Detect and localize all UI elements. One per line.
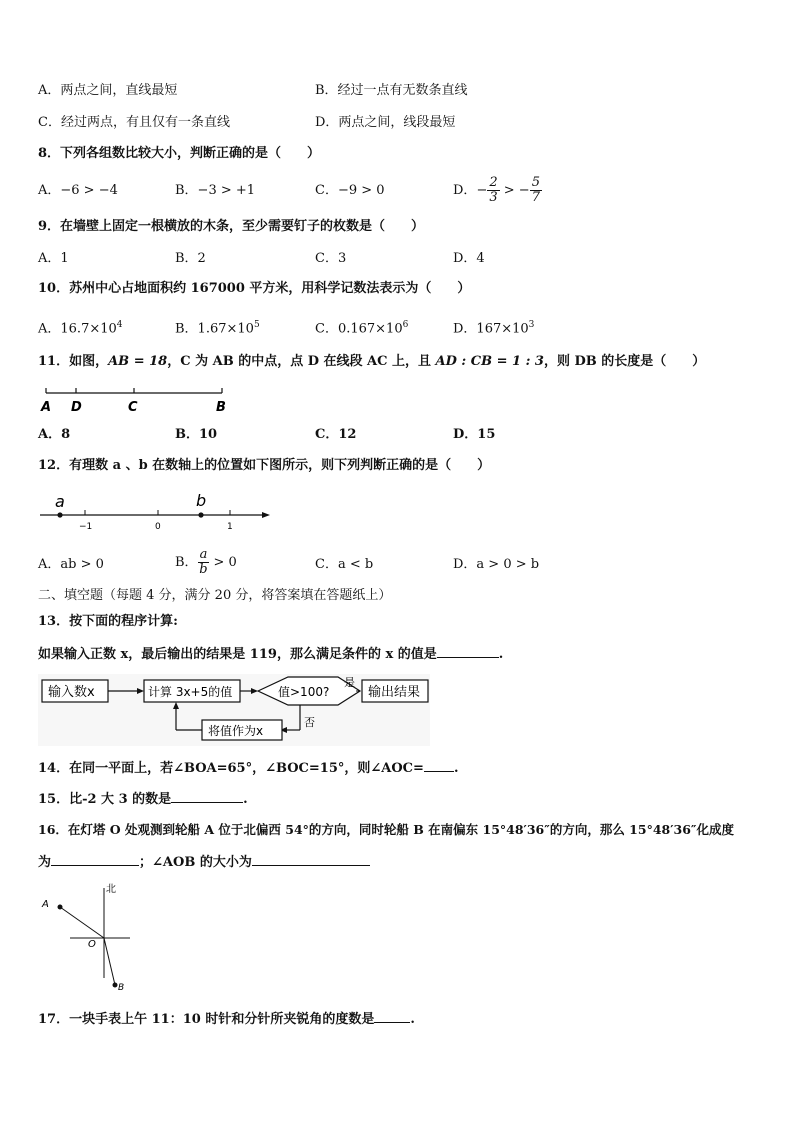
q11-stem: 11．如图，AB = 18，C 为 AB 的中点，点 D 在线段 AC 上，且 AD : CB = 1 : 3，则 DB 的长度是（ ） <box>38 354 706 369</box>
q14-answer-blank[interactable] <box>424 759 454 772</box>
label-b: B <box>216 400 226 415</box>
q12-option-d: D．a > 0 > b <box>453 557 540 572</box>
q15-text: 15．比-2 大 3 的数是 . <box>38 792 248 807</box>
q10-option-a: A．$16.7\times 10^4$ <box>38 320 123 337</box>
q8-option-c: C．−9 > 0 <box>315 183 385 198</box>
q13-line2: 如果输入正数 x，最后输出的结果是 119，那么满足条件的 x 的值是 . <box>38 647 504 662</box>
q15-answer-blank[interactable] <box>171 790 243 803</box>
q12-option-b: B． $\frac{a}{b}$ > 0 <box>175 547 237 577</box>
q13-stem: 13．按下面的程序计算: <box>38 614 178 629</box>
q8-option-d: D．− $\frac{2}{3}$ > − $\frac{5}{7}$ <box>453 175 540 205</box>
flow-output-text: 输出结果 <box>368 685 421 700</box>
flow-input-text: 输入数x <box>48 685 95 700</box>
label-d: D <box>71 400 82 415</box>
q16-answer-blank-1[interactable] <box>51 853 139 866</box>
q16-line2: 为 ；∠AOB 的大小为 <box>38 853 370 872</box>
q12-option-c: C．a < b <box>315 557 374 572</box>
section-heading-fill-in: 二、填空题（每题 4 分，满分 20 分，将答案填在答题纸上） <box>38 588 392 603</box>
q10-option-c: C．$0.167\times 10^6$ <box>315 320 409 337</box>
label-a: A <box>42 899 49 910</box>
q13-answer-blank[interactable] <box>437 645 499 658</box>
q11-segment-figure <box>38 385 238 415</box>
q7-option-b: B．经过一点有无数条直线 <box>315 83 468 98</box>
q16-direction-figure <box>36 880 146 996</box>
ray-oa <box>60 907 104 938</box>
q7-option-c: C．经过两点，有且仅有一条直线 <box>38 115 230 130</box>
north-label: 北 <box>106 884 116 895</box>
q9-option-a: A．1 <box>38 251 69 266</box>
ray-ob <box>104 938 115 985</box>
tick-label-0: 0 <box>155 522 161 532</box>
tick-label-1: 1 <box>227 522 233 532</box>
flow-loop-text: 将值作为x <box>208 724 264 738</box>
q8-stem: 8．下列各组数比较大小，判断正确的是（ ） <box>38 146 321 161</box>
q7-option-d: D．两点之间，线段最短 <box>315 115 456 130</box>
tick-label-neg1: −1 <box>79 522 93 532</box>
q11-option-d: D．15 <box>453 427 496 442</box>
label-a: a <box>55 492 65 511</box>
q12-number-line <box>38 490 278 535</box>
label-a: A <box>41 400 52 415</box>
q16-line1: 16．在灯塔 O 处观测到轮船 A 位于北偏西 54°的方向，同时轮船 B 在南偏东 15°48′36″的方向，那么 15°48′36″化成度 <box>38 822 734 837</box>
flow-compute-text: 计算 3x+5的值 <box>148 685 233 699</box>
point-b <box>113 983 118 988</box>
q10-option-b: B．$1.67\times 10^5$ <box>175 320 260 337</box>
point-a <box>58 905 63 910</box>
q11-option-c: C．12 <box>315 427 357 442</box>
q8-option-a: A．−6 > −4 <box>38 183 118 198</box>
q9-option-d: D．4 <box>453 251 485 266</box>
q9-option-b: B．2 <box>175 251 206 266</box>
axis-arrow-icon <box>262 512 270 518</box>
q17-text: 17．一块手表上午 11：10 时针和分针所夹锐角的度数是 . <box>38 1012 415 1027</box>
q13-flowchart <box>38 674 438 746</box>
q10-stem: 10．苏州中心占地面积约 167000 平方米，用科学记数法表示为（ ） <box>38 281 471 296</box>
q16-answer-blank-2[interactable] <box>252 853 370 866</box>
label-b: B <box>118 983 125 993</box>
q9-stem: 9．在墙壁上固定一根横放的木条，至少需要钉子的枚数是（ ） <box>38 219 425 234</box>
flow-yes-label: 是 <box>344 676 355 689</box>
q12-option-a: A．ab > 0 <box>38 557 104 572</box>
flow-no-label: 否 <box>304 716 315 729</box>
q17-answer-blank[interactable] <box>374 1010 410 1023</box>
label-o: O <box>88 939 96 950</box>
q7-option-a: A．两点之间，直线最短 <box>38 83 178 98</box>
q14-text: 14．在同一平面上，若∠BOA=65°，∠BOC=15°，则∠AOC= . <box>38 761 459 776</box>
q12-stem: 12．有理数 a 、b 在数轴上的位置如下图所示，则下列判断正确的是（ ） <box>38 458 491 473</box>
point-b <box>198 512 203 517</box>
label-c: C <box>128 400 138 415</box>
q11-option-b: B．10 <box>175 427 218 442</box>
q10-option-d: D．$167\times 10^3$ <box>453 320 535 337</box>
q8-option-b: B．−3 > +1 <box>175 183 256 198</box>
label-b: b <box>196 491 207 510</box>
point-a <box>57 512 62 517</box>
flow-condition-text: 值>100? <box>278 685 330 699</box>
q9-option-c: C．3 <box>315 251 347 266</box>
q11-option-a: A．8 <box>38 427 71 442</box>
